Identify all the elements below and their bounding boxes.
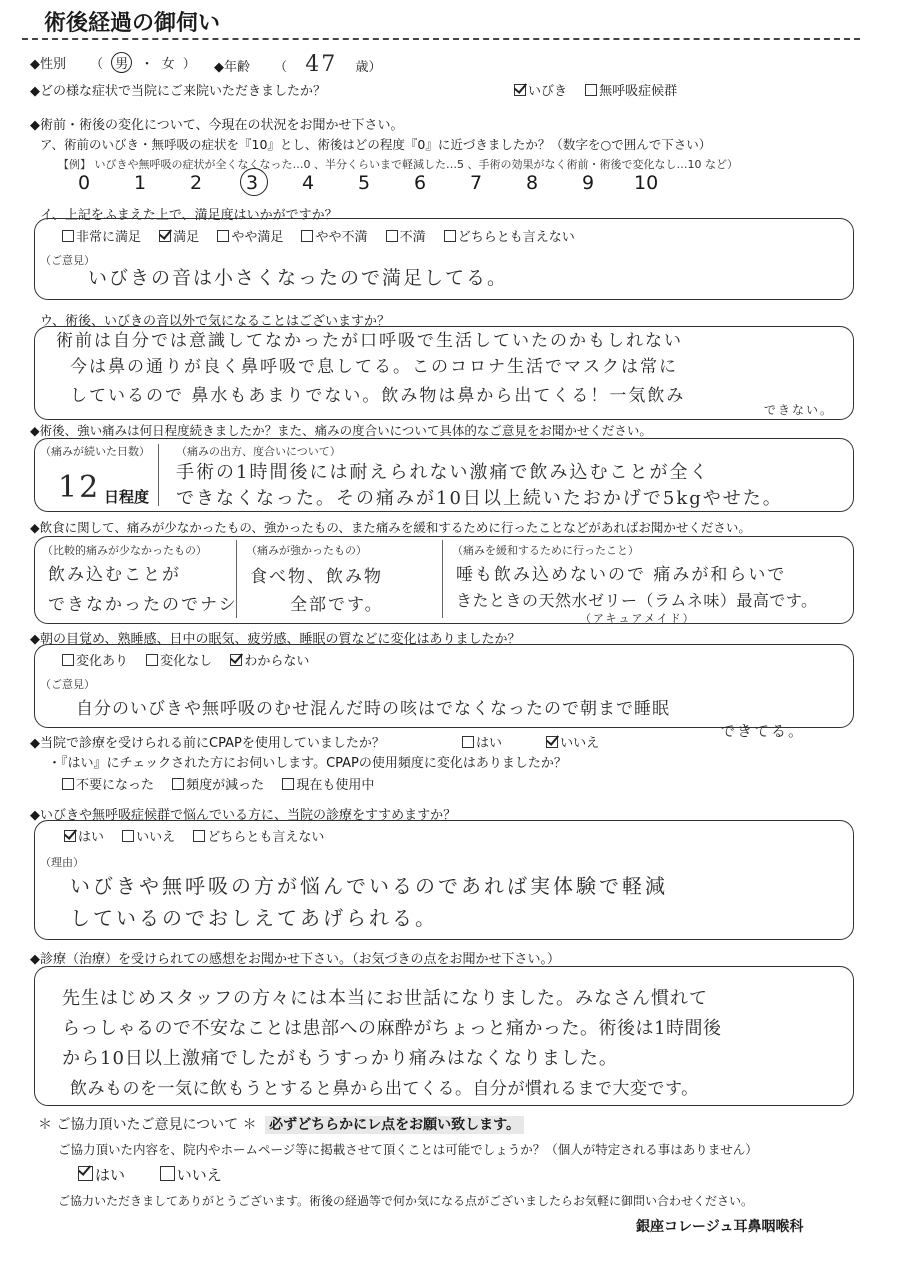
morning-unknown[interactable] [230, 654, 309, 669]
recommend-yes[interactable] [64, 830, 104, 845]
sex-dot: ・ [140, 57, 154, 72]
checkbox-icon [585, 84, 597, 96]
recommend-reason-line-2[interactable]: しているのでおしえてあげられる。 [70, 906, 438, 930]
diet-relief-line-1[interactable]: 唾も飲み込めないので 痛みが和らいで [456, 565, 787, 585]
checkbox-icon [546, 736, 558, 748]
satisfaction-dissatisfied[interactable] [386, 230, 426, 245]
pain-days-unit: 日程度 [104, 488, 150, 506]
cpap-not-needed[interactable] [62, 778, 154, 793]
diet-less-line-2[interactable]: できなかったのでナシ [48, 595, 238, 615]
checkbox-icon [146, 654, 158, 666]
age-unit: 歳） [355, 60, 382, 75]
recommend-options [64, 826, 338, 845]
cpap-question: ◆当院で診療を受けられる前にCPAPを使用していましたか？ [30, 736, 385, 751]
recommend-no[interactable] [122, 830, 175, 845]
cooperation-emphasis: 必ずどちらかにレ点をお願い致します。 [265, 1116, 524, 1134]
age-row [214, 52, 381, 77]
cpap-options [462, 732, 613, 751]
pain-question: ◆術後、強い痛みは何日程度続きましたか？また、痛みの度合いについて具体的なご意見をお聞かせください。 [30, 423, 652, 438]
publish-yes[interactable] [78, 1166, 125, 1184]
option-label: 不要になった [76, 778, 155, 793]
option-label: はい [95, 1166, 126, 1184]
cpap-no[interactable] [546, 736, 599, 751]
impression-line-2[interactable]: らっしゃるので不安なことは患部への麻酔がちょっと痛かった。術後は1時間後 [62, 1018, 722, 1039]
other-tail[interactable]: できない。 [764, 403, 835, 417]
recommend-reason-line-1[interactable]: いびきや無呼吸の方が悩んでいるのであれば実体験で軽減 [70, 874, 668, 898]
scale-0[interactable]: 0 [78, 172, 91, 194]
option-label: 変化あり [76, 654, 129, 669]
checkbox-icon [159, 230, 171, 242]
checkbox-icon [282, 778, 294, 790]
sex-open: （ [90, 57, 104, 72]
scale-4[interactable]: 4 [302, 172, 315, 194]
option-label: 変化なし [160, 654, 213, 669]
checkbox-icon [193, 830, 205, 842]
thanks-message: ご協力いただきましてありがとうございます。術後の経過等で何か気になる点がございましたらお気軽に御問い合わせください。 [58, 1194, 754, 1208]
satisfaction-somewhat-dissatisfied[interactable] [301, 230, 367, 245]
checkbox-icon [217, 230, 229, 242]
age-value[interactable]: 47 [305, 52, 338, 77]
diet-less-line-1[interactable]: 飲み込むことが [48, 565, 181, 585]
recommend-reason-label: （理由） [40, 856, 84, 869]
option-label: やや不満 [315, 230, 368, 245]
scale-7[interactable]: 7 [470, 172, 483, 194]
sex-close: ） [182, 57, 196, 72]
checkbox-icon [444, 230, 456, 242]
morning-options [62, 650, 323, 669]
satisfaction-opinion[interactable]: いびきの音は小さくなったので満足してる。 [88, 267, 509, 289]
diet-relief-label: （痛みを緩和するために行ったこと） [452, 544, 639, 557]
cooperation-heading [38, 1114, 524, 1134]
option-label: いいえ [560, 736, 600, 751]
recommend-question: ◆いびきや無呼吸症候群で悩んでいる方に、当院の診療をすすめますか？ [30, 808, 457, 823]
symptom-options [514, 80, 691, 99]
checkbox-icon [514, 84, 526, 96]
checkbox-icon [62, 654, 74, 666]
cpap-sub-options [62, 774, 388, 793]
impression-line-3[interactable]: から10日以上激痛でしたがもうすっかり痛みはなくなりました。 [62, 1048, 618, 1069]
option-label: 不満 [399, 230, 426, 245]
option-label: 無呼吸症候群 [599, 84, 678, 99]
scale-6[interactable]: 6 [414, 172, 427, 194]
age-label: ◆年齢 [214, 60, 250, 75]
checkbox-icon [172, 778, 184, 790]
clinic-name: 銀座コレージュ耳鼻咽喉科 [636, 1219, 804, 1235]
sex-female[interactable]: 女 [161, 57, 175, 72]
symptom-option-snoring[interactable] [514, 84, 567, 99]
pain-divider [158, 444, 159, 506]
option-label: はい [476, 736, 503, 751]
option-label: やや満足 [231, 230, 284, 245]
satisfaction-options [62, 226, 589, 245]
symptom-option-apnea[interactable] [585, 84, 677, 99]
checkbox-icon [230, 654, 242, 666]
scale-1[interactable]: 1 [134, 172, 147, 194]
cpap-less-frequent[interactable] [172, 778, 264, 793]
cpap-sub-question: ・『はい』にチェックされた方にお伺いします。CPAPの使用頻度に変化はありましたか？ [48, 756, 567, 771]
option-label: 現在も使用中 [296, 778, 375, 793]
page-title: 術後経過の御伺い [44, 11, 221, 36]
diet-relief-note[interactable]: （アキュアメイド） [580, 612, 696, 625]
selected-circle [240, 168, 268, 196]
diet-divider-2 [442, 540, 443, 618]
scale-2[interactable]: 2 [190, 172, 203, 194]
impression-question: ◆診療（治療）を受けられての感想をお聞かせ下さい。（お気づきの点をお聞かせ下さい。） [30, 952, 560, 967]
morning-no-change[interactable] [146, 654, 212, 669]
diet-more-line-1[interactable]: 食べ物、飲み物 [250, 567, 383, 587]
sex-row [30, 52, 196, 73]
satisfaction-somewhat-satisfied[interactable] [217, 230, 283, 245]
title-underline [22, 38, 860, 40]
pain-detail-label: （痛みの出方、度合いについて） [176, 445, 341, 458]
checkbox-icon [386, 230, 398, 242]
cooperation-title: ＊ ご協力頂いたご意見について ＊ [38, 1117, 257, 1133]
pain-days-value[interactable]: 12 [58, 470, 101, 505]
cpap-yes[interactable] [462, 736, 502, 751]
impression-line-4[interactable]: 飲みものを一気に飲もうとすると鼻から出てくる。自分が慣れるまで大変です。 [70, 1079, 699, 1099]
option-label: いびき [528, 84, 568, 99]
morning-opinion-tail[interactable]: できてる。 [720, 722, 806, 740]
satisfaction-neither[interactable] [444, 230, 575, 245]
diet-question: ◆飲食に関して、痛みが少なかったもの、強かったもの、また痛みを緩和するために行ったことなどがあればお聞かせください。 [30, 520, 751, 535]
checkbox-icon [462, 736, 474, 748]
change-question: ア、術前のいびき・無呼吸の症状を『10』とし、術後はどの程度『0』に近づきましたか？（数字を○で囲んで下さい） [40, 137, 712, 152]
option-label: どちらとも言えない [207, 830, 325, 845]
satisfaction-very-satisfied[interactable] [62, 230, 141, 245]
option-label: どちらとも言えない [457, 230, 575, 245]
publish-no[interactable] [160, 1166, 222, 1184]
checkbox-icon [64, 830, 76, 842]
change-heading: ◆術前・術後の変化について、今現在の状況をお聞かせ下さい。 [30, 118, 404, 133]
option-label: いいえ [176, 1166, 222, 1184]
impression-line-1[interactable]: 先生はじめスタッフの方々には本当にお世話になりました。みなさん慣れて [62, 988, 708, 1009]
option-label: 非常に満足 [76, 230, 142, 245]
checkbox-icon [122, 830, 134, 842]
diet-relief-line-2[interactable]: きたときの天然水ゼリー（ラムネ味）最高です。 [456, 591, 818, 610]
option-label: 満足 [173, 230, 200, 245]
pain-detail-line-1[interactable]: 手術の1時間後には耐えられない激痛で飲み込むことが全く [176, 462, 710, 483]
cpap-still-using[interactable] [282, 778, 374, 793]
change-example: 【例】 いびきや無呼吸の症状が全くなくなった…0 、半分くらいまで軽減した…5 、手術の効果がなく術前・術後で変化なし…10 など） [58, 158, 738, 171]
diet-more-label: （痛みが強かったもの） [246, 544, 367, 557]
age-open: （ [274, 60, 288, 75]
morning-question: ◆朝の目覚め、熟睡感、日中の眠気、疲労感、睡眠の質などに変化はありましたか？ [30, 632, 521, 647]
satisfaction-opinion-label: （ご意見） [40, 254, 95, 267]
checkbox-icon [78, 1166, 93, 1181]
publish-options [78, 1164, 236, 1185]
checkbox-icon [62, 230, 74, 242]
sex-label: ◆性別 [30, 57, 66, 72]
scale-9[interactable]: 9 [582, 172, 595, 194]
symptom-question: ◆どの様な症状で当院にご来院いただきましたか？ [30, 84, 326, 99]
other-line-1[interactable]: 術前は自分では意識してなかったが口呼吸で生活していたのかもしれない [56, 331, 683, 351]
scale-8[interactable]: 8 [526, 172, 539, 194]
option-label: はい [78, 830, 105, 845]
scale-5[interactable]: 5 [358, 172, 371, 194]
pain-days-label: （痛みが続いた日数） [40, 445, 150, 458]
diet-more-line-2[interactable]: 全部です。 [290, 595, 384, 615]
checkbox-icon [301, 230, 313, 242]
option-label: 頻度が減った [186, 778, 265, 793]
checkbox-icon [62, 778, 74, 790]
other-line-3[interactable]: しているので 鼻水もあまりでない。飲み物は鼻から出てくる！一気飲み [70, 386, 686, 406]
other-question: ウ、術後、いびきの音以外で気になることはございますか？ [40, 314, 390, 329]
other-line-2[interactable]: 今は鼻の通りが良く鼻呼吸で息してる。このコロナ生活でマスクは常に [70, 357, 678, 377]
scale-10[interactable]: 10 [634, 172, 659, 194]
option-label: わからない [244, 654, 310, 669]
scale-3-label: 3 [246, 172, 259, 194]
scale-3[interactable] [246, 172, 258, 194]
pain-detail-line-2[interactable]: できなくなった。その痛みが10日以上続いたおかげで5kgやせた。 [176, 488, 783, 509]
option-label: いいえ [136, 830, 176, 845]
publish-question: ご協力頂いた内容を、院内やホームページ等に掲載させて頂くことは可能でしょうか？（個人が特定される事はありません） [58, 1142, 758, 1157]
satisfaction-satisfied[interactable] [159, 230, 199, 245]
recommend-neither[interactable] [193, 830, 324, 845]
morning-opinion[interactable]: 自分のいびきや無呼吸のむせ混んだ時の咳はでなくなったので朝まで睡眠 [76, 699, 670, 719]
morning-opinion-label: （ご意見） [40, 678, 95, 691]
morning-changed[interactable] [62, 654, 128, 669]
diet-less-label: （比較的痛みが少なかったもの） [42, 544, 207, 557]
checkbox-icon [160, 1166, 175, 1181]
sex-male[interactable]: 男 [111, 52, 132, 73]
satisfaction-question: イ、上記をふまえた上で、満足度はいかがですか？ [40, 208, 338, 223]
